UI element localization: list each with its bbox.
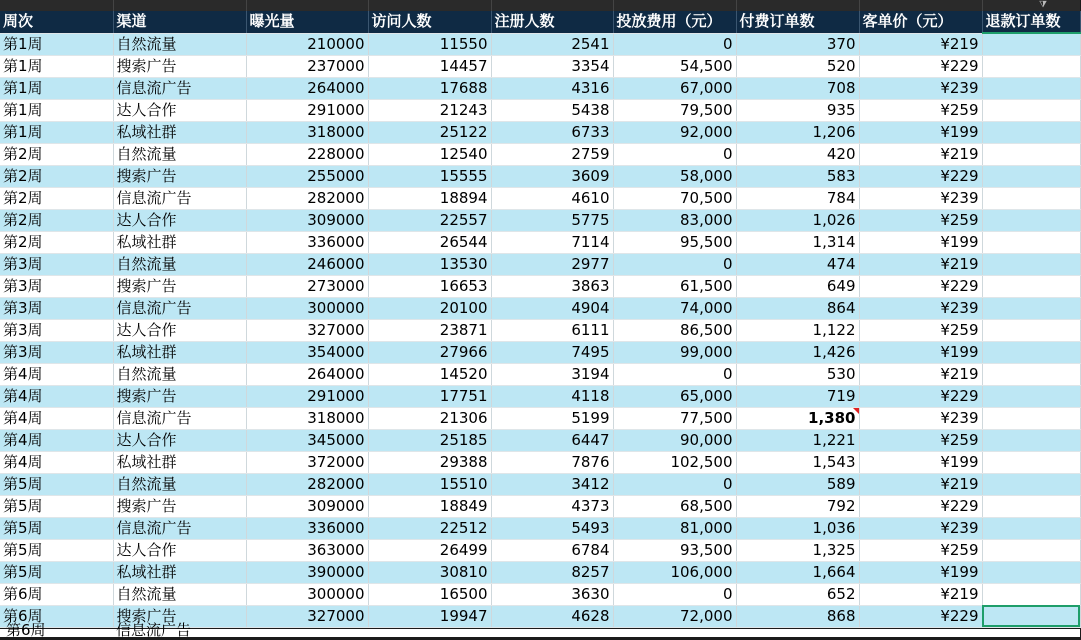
cell-impressions[interactable]: 363000: [246, 539, 368, 561]
cell-avg-order-value[interactable]: ¥229: [859, 55, 982, 77]
cell-impressions[interactable]: 237000: [246, 55, 368, 77]
cell-paid-orders[interactable]: 1,026: [736, 209, 859, 231]
cell-ad-spend[interactable]: 77,500: [613, 407, 736, 429]
cell-channel[interactable]: 私域社群: [113, 231, 246, 253]
cell-ad-spend[interactable]: 90,000: [613, 429, 736, 451]
cell-ad-spend[interactable]: 95,500: [613, 231, 736, 253]
cell-avg-order-value[interactable]: ¥259: [859, 99, 982, 121]
cell-channel[interactable]: 私域社群: [113, 451, 246, 473]
cell-avg-order-value[interactable]: ¥229: [859, 605, 982, 627]
cell-paid-orders[interactable]: 1,206: [736, 121, 859, 143]
cell-paid-orders[interactable]: 1,221: [736, 429, 859, 451]
cell-channel[interactable]: 达人合作: [113, 319, 246, 341]
cell-refund-orders[interactable]: [982, 209, 1080, 231]
table-row: [0, 539, 1080, 561]
cell-visitors[interactable]: 14457: [368, 55, 491, 77]
cell-visitors[interactable]: 26544: [368, 231, 491, 253]
cell-avg-order-value[interactable]: ¥239: [859, 187, 982, 209]
cell-signups[interactable]: 5493: [491, 517, 613, 539]
cell-avg-order-value[interactable]: ¥219: [859, 473, 982, 495]
cell-signups[interactable]: 3609: [491, 165, 613, 187]
cell-channel[interactable]: 达人合作: [113, 539, 246, 561]
cell-ad-spend[interactable]: 0: [613, 253, 736, 275]
cell-signups[interactable]: 2977: [491, 253, 613, 275]
cell-paid-orders[interactable]: 649: [736, 275, 859, 297]
cell-week[interactable]: 第5周: [0, 517, 113, 539]
table-row: [0, 55, 1080, 77]
cell-impressions[interactable]: 264000: [246, 77, 368, 99]
cell-refund-orders[interactable]: [982, 33, 1080, 55]
cell-paid-orders[interactable]: 1,380: [736, 407, 859, 429]
cell-week[interactable]: 第1周: [0, 77, 113, 99]
cell-ad-spend[interactable]: 0: [613, 583, 736, 605]
cell-visitors[interactable]: 20100: [368, 297, 491, 319]
cell-ad-spend[interactable]: 72,000: [613, 605, 736, 627]
table-row: [0, 165, 1080, 187]
cell-avg-order-value[interactable]: ¥199: [859, 561, 982, 583]
cell-refund-orders[interactable]: [982, 121, 1080, 143]
cell-visitors[interactable]: 16500: [368, 583, 491, 605]
cell-refund-orders[interactable]: [982, 451, 1080, 473]
cell-avg-order-value[interactable]: ¥259: [859, 539, 982, 561]
cell-signups[interactable]: 6447: [491, 429, 613, 451]
cell-avg-order-value[interactable]: ¥199: [859, 121, 982, 143]
cell-ad-spend[interactable]: 54,500: [613, 55, 736, 77]
cell-channel[interactable]: 搜索广告: [113, 385, 246, 407]
table-row: [0, 99, 1080, 121]
cell-refund-orders[interactable]: [982, 495, 1080, 517]
cell-paid-orders[interactable]: 719: [736, 385, 859, 407]
cell-signups[interactable]: 5775: [491, 209, 613, 231]
cell-ad-spend[interactable]: 67,000: [613, 77, 736, 99]
column-header-refund-orders[interactable]: 退款订单数: [982, 11, 1080, 33]
cell-ad-spend[interactable]: 58,000: [613, 165, 736, 187]
cell-ad-spend[interactable]: 102,500: [613, 451, 736, 473]
cell-refund-orders[interactable]: [982, 253, 1080, 275]
cell-week[interactable]: 第2周: [0, 209, 113, 231]
cell-impressions[interactable]: 318000: [246, 121, 368, 143]
cell-paid-orders[interactable]: 1,122: [736, 319, 859, 341]
cell-signups[interactable]: 4628: [491, 605, 613, 627]
table-row: [0, 363, 1080, 385]
cell-impressions[interactable]: 354000: [246, 341, 368, 363]
cell-paid-orders[interactable]: 868: [736, 605, 859, 627]
cell-ad-spend[interactable]: 0: [613, 143, 736, 165]
cell-paid-orders[interactable]: 864: [736, 297, 859, 319]
cell-ad-spend[interactable]: 68,500: [613, 495, 736, 517]
cell-impressions[interactable]: 327000: [246, 319, 368, 341]
cell-week[interactable]: 第2周: [0, 165, 113, 187]
cell-channel[interactable]: 信息流广告: [113, 77, 246, 99]
cell-paid-orders[interactable]: 1,036: [736, 517, 859, 539]
column-header-paid-orders[interactable]: 付费订单数: [736, 11, 859, 33]
cell-refund-orders[interactable]: [982, 407, 1080, 429]
cell-channel[interactable]: 信息流广告: [113, 517, 246, 539]
cell-visitors[interactable]: 22512: [368, 517, 491, 539]
cell-visitors[interactable]: 15555: [368, 165, 491, 187]
cell-ad-spend[interactable]: 0: [613, 33, 736, 55]
cell-refund-orders[interactable]: [982, 297, 1080, 319]
cell-impressions[interactable]: 327000: [246, 605, 368, 627]
cell-refund-orders[interactable]: [982, 561, 1080, 583]
cell-signups[interactable]: 2541: [491, 33, 613, 55]
cell-channel[interactable]: 达人合作: [113, 209, 246, 231]
cell-paid-orders[interactable]: 784: [736, 187, 859, 209]
table-row: [0, 429, 1080, 451]
cell-channel[interactable]: 搜索广告: [113, 55, 246, 77]
cell-signups[interactable]: 3354: [491, 55, 613, 77]
cell-impressions[interactable]: 300000: [246, 583, 368, 605]
table-row: [0, 561, 1080, 583]
cell-avg-order-value[interactable]: ¥229: [859, 275, 982, 297]
cell-paid-orders[interactable]: 1,325: [736, 539, 859, 561]
cell-avg-order-value[interactable]: ¥239: [859, 77, 982, 99]
column-header-avg-order-value[interactable]: 客单价（元）: [859, 11, 982, 33]
cell-impressions[interactable]: 390000: [246, 561, 368, 583]
cell-impressions[interactable]: 282000: [246, 187, 368, 209]
cell-avg-order-value[interactable]: ¥219: [859, 583, 982, 605]
table-row: [0, 451, 1080, 473]
cell-impressions[interactable]: 282000: [246, 473, 368, 495]
cell-paid-orders[interactable]: 708: [736, 77, 859, 99]
cell-impressions[interactable]: 318000: [246, 407, 368, 429]
cell-visitors[interactable]: 12540: [368, 143, 491, 165]
cell-week[interactable]: 第4周: [0, 385, 113, 407]
cell-week[interactable]: 第1周: [0, 99, 113, 121]
cell-week[interactable]: 第4周: [0, 363, 113, 385]
cell-impressions[interactable]: 336000: [246, 517, 368, 539]
cell-week[interactable]: 第6周: [0, 583, 113, 605]
column-header-channel[interactable]: 渠道: [113, 11, 246, 33]
cell-impressions[interactable]: 372000: [246, 451, 368, 473]
cell-visitors[interactable]: 14520: [368, 363, 491, 385]
partial-channel-cell[interactable]: 信息流广告: [116, 621, 192, 639]
cell-signups[interactable]: 3863: [491, 275, 613, 297]
cell-ad-spend[interactable]: 0: [613, 473, 736, 495]
cell-visitors[interactable]: 25122: [368, 121, 491, 143]
cell-visitors[interactable]: 25185: [368, 429, 491, 451]
cell-paid-orders[interactable]: 935: [736, 99, 859, 121]
cell-ad-spend[interactable]: 65,000: [613, 385, 736, 407]
cell-week[interactable]: 第3周: [0, 297, 113, 319]
cell-week[interactable]: 第4周: [0, 407, 113, 429]
cell-signups[interactable]: 4904: [491, 297, 613, 319]
cell-channel[interactable]: 自然流量: [113, 33, 246, 55]
cell-ad-spend[interactable]: 83,000: [613, 209, 736, 231]
table-row: [0, 209, 1080, 231]
table-row: [0, 407, 1080, 429]
cell-paid-orders[interactable]: 1,426: [736, 341, 859, 363]
cell-refund-orders[interactable]: [982, 165, 1080, 187]
cell-signups[interactable]: 6784: [491, 539, 613, 561]
cell-refund-orders[interactable]: [982, 319, 1080, 341]
cell-channel[interactable]: 自然流量: [113, 473, 246, 495]
table-row: [0, 473, 1080, 495]
cell-visitors[interactable]: 15510: [368, 473, 491, 495]
cell-ad-spend[interactable]: 81,000: [613, 517, 736, 539]
cell-ad-spend[interactable]: 0: [613, 363, 736, 385]
cell-impressions[interactable]: 309000: [246, 209, 368, 231]
cell-impressions[interactable]: 255000: [246, 165, 368, 187]
cell-refund-orders[interactable]: [982, 385, 1080, 407]
cell-ad-spend[interactable]: 106,000: [613, 561, 736, 583]
cell-avg-order-value[interactable]: ¥199: [859, 451, 982, 473]
cell-week[interactable]: 第4周: [0, 451, 113, 473]
cell-visitors[interactable]: 21306: [368, 407, 491, 429]
cell-channel[interactable]: 搜索广告: [113, 275, 246, 297]
cell-avg-order-value[interactable]: ¥239: [859, 517, 982, 539]
cell-channel[interactable]: 自然流量: [113, 583, 246, 605]
cell-refund-orders[interactable]: [982, 187, 1080, 209]
cell-avg-order-value[interactable]: ¥239: [859, 407, 982, 429]
column-header-impressions[interactable]: 曝光量: [246, 11, 368, 33]
cell-avg-order-value[interactable]: ¥239: [859, 297, 982, 319]
cell-refund-orders[interactable]: [982, 77, 1080, 99]
cell-ad-spend[interactable]: 99,000: [613, 341, 736, 363]
cell-paid-orders[interactable]: 1,543: [736, 451, 859, 473]
cell-avg-order-value[interactable]: ¥229: [859, 165, 982, 187]
table-row: [0, 495, 1080, 517]
cell-week[interactable]: 第2周: [0, 187, 113, 209]
cell-signups[interactable]: 3630: [491, 583, 613, 605]
cell-impressions[interactable]: 210000: [246, 33, 368, 55]
cell-signups[interactable]: 7495: [491, 341, 613, 363]
cell-week[interactable]: 第2周: [0, 231, 113, 253]
cell-paid-orders[interactable]: 792: [736, 495, 859, 517]
cell-avg-order-value[interactable]: ¥199: [859, 341, 982, 363]
cell-refund-orders[interactable]: [982, 539, 1080, 561]
table-row: [0, 187, 1080, 209]
table-row: [0, 143, 1080, 165]
cell-paid-orders[interactable]: 474: [736, 253, 859, 275]
cell-signups[interactable]: 5199: [491, 407, 613, 429]
cell-refund-orders[interactable]: [982, 429, 1080, 451]
cell-visitors[interactable]: 21243: [368, 99, 491, 121]
cell-week[interactable]: 第1周: [0, 55, 113, 77]
cell-visitors[interactable]: 18849: [368, 495, 491, 517]
table-row: [0, 253, 1080, 275]
table-row: [0, 77, 1080, 99]
cell-week[interactable]: 第1周: [0, 33, 113, 55]
cell-visitors[interactable]: 23871: [368, 319, 491, 341]
cell-channel[interactable]: 私域社群: [113, 561, 246, 583]
cell-channel[interactable]: 达人合作: [113, 99, 246, 121]
cell-avg-order-value[interactable]: ¥259: [859, 209, 982, 231]
cell-impressions[interactable]: 300000: [246, 297, 368, 319]
cell-avg-order-value[interactable]: ¥219: [859, 363, 982, 385]
cell-paid-orders[interactable]: 520: [736, 55, 859, 77]
cell-refund-orders[interactable]: [982, 143, 1080, 165]
cell-avg-order-value[interactable]: ¥199: [859, 231, 982, 253]
cell-signups[interactable]: 4610: [491, 187, 613, 209]
cell-refund-orders[interactable]: [982, 231, 1080, 253]
cell-signups[interactable]: 6111: [491, 319, 613, 341]
cell-paid-orders[interactable]: 1,664: [736, 561, 859, 583]
cell-week[interactable]: 第5周: [0, 539, 113, 561]
table-row: [0, 231, 1080, 253]
cell-week[interactable]: 第3周: [0, 319, 113, 341]
cell-paid-orders[interactable]: 583: [736, 165, 859, 187]
cell-channel[interactable]: 自然流量: [113, 363, 246, 385]
header-row: [0, 11, 1080, 33]
cell-channel[interactable]: 达人合作: [113, 429, 246, 451]
cell-week[interactable]: 第5周: [0, 473, 113, 495]
cell-week[interactable]: 第4周: [0, 429, 113, 451]
cell-week[interactable]: 第3周: [0, 253, 113, 275]
partial-week-cell[interactable]: 第6周: [6, 621, 46, 639]
cell-ad-spend[interactable]: 61,500: [613, 275, 736, 297]
cell-avg-order-value[interactable]: ¥229: [859, 385, 982, 407]
column-header-signups[interactable]: 注册人数: [491, 11, 613, 33]
cell-channel[interactable]: 信息流广告: [113, 407, 246, 429]
table-row: [0, 517, 1080, 539]
cell-impressions[interactable]: 246000: [246, 253, 368, 275]
cell-week[interactable]: 第2周: [0, 143, 113, 165]
cell-visitors[interactable]: 27966: [368, 341, 491, 363]
cell-week[interactable]: 第5周: [0, 561, 113, 583]
cell-paid-orders[interactable]: 589: [736, 473, 859, 495]
column-header-week[interactable]: 周次: [0, 11, 113, 33]
cell-impressions[interactable]: 336000: [246, 231, 368, 253]
cell-channel[interactable]: 信息流广告: [113, 187, 246, 209]
table-body: [0, 33, 1080, 627]
cell-channel[interactable]: 自然流量: [113, 143, 246, 165]
cell-signups[interactable]: 4118: [491, 385, 613, 407]
partial-next-row: [0, 621, 1080, 639]
cell-avg-order-value[interactable]: ¥259: [859, 319, 982, 341]
cell-impressions[interactable]: 345000: [246, 429, 368, 451]
cell-refund-orders[interactable]: [982, 517, 1080, 539]
cell-impressions[interactable]: 291000: [246, 385, 368, 407]
cell-signups[interactable]: 7876: [491, 451, 613, 473]
cell-impressions[interactable]: 273000: [246, 275, 368, 297]
cell-channel[interactable]: 自然流量: [113, 253, 246, 275]
cell-visitors[interactable]: 18894: [368, 187, 491, 209]
cell-week[interactable]: 第3周: [0, 341, 113, 363]
cell-signups[interactable]: 2759: [491, 143, 613, 165]
cell-ad-spend[interactable]: 92,000: [613, 121, 736, 143]
cell-refund-orders[interactable]: [982, 363, 1080, 385]
table-row: [0, 297, 1080, 319]
cell-channel[interactable]: 搜索广告: [113, 605, 246, 627]
table-row: [0, 275, 1080, 297]
cell-refund-orders[interactable]: [982, 583, 1080, 605]
cell-visitors[interactable]: 29388: [368, 451, 491, 473]
cell-avg-order-value[interactable]: ¥219: [859, 253, 982, 275]
cell-refund-orders[interactable]: [982, 605, 1080, 627]
cell-refund-orders[interactable]: [982, 55, 1080, 77]
cell-avg-order-value[interactable]: ¥219: [859, 143, 982, 165]
cell-refund-orders[interactable]: [982, 341, 1080, 363]
cell-impressions[interactable]: 309000: [246, 495, 368, 517]
cell-signups[interactable]: 8257: [491, 561, 613, 583]
cell-channel[interactable]: 搜索广告: [113, 165, 246, 187]
cell-signups[interactable]: 4316: [491, 77, 613, 99]
cell-channel[interactable]: 搜索广告: [113, 495, 246, 517]
cell-week[interactable]: 第3周: [0, 275, 113, 297]
cell-signups[interactable]: 7114: [491, 231, 613, 253]
cell-visitors[interactable]: 13530: [368, 253, 491, 275]
cell-refund-orders[interactable]: [982, 473, 1080, 495]
cell-signups[interactable]: 4373: [491, 495, 613, 517]
cell-ad-spend[interactable]: 74,000: [613, 297, 736, 319]
cell-paid-orders[interactable]: 652: [736, 583, 859, 605]
cell-refund-orders[interactable]: [982, 99, 1080, 121]
cell-visitors[interactable]: 16653: [368, 275, 491, 297]
cell-paid-orders[interactable]: 1,314: [736, 231, 859, 253]
cell-ad-spend[interactable]: 79,500: [613, 99, 736, 121]
cell-week[interactable]: 第6周: [0, 605, 113, 627]
table-row: [0, 319, 1080, 341]
table-row: [0, 583, 1080, 605]
cell-visitors[interactable]: 11550: [368, 33, 491, 55]
column-letter-strip: [0, 0, 1080, 11]
table-row: [0, 121, 1080, 143]
cell-week[interactable]: 第1周: [0, 121, 113, 143]
cell-signups[interactable]: 3194: [491, 363, 613, 385]
cell-channel[interactable]: 私域社群: [113, 341, 246, 363]
cell-avg-order-value[interactable]: ¥229: [859, 495, 982, 517]
cell-visitors[interactable]: 22557: [368, 209, 491, 231]
table-row: [0, 341, 1080, 363]
filter-icon[interactable]: ⧩: [1038, 0, 1048, 10]
cell-signups[interactable]: 5438: [491, 99, 613, 121]
cell-channel[interactable]: 私域社群: [113, 121, 246, 143]
cell-paid-orders[interactable]: 420: [736, 143, 859, 165]
cell-ad-spend[interactable]: 93,500: [613, 539, 736, 561]
cell-impressions[interactable]: 228000: [246, 143, 368, 165]
cell-paid-orders[interactable]: 530: [736, 363, 859, 385]
cell-refund-orders[interactable]: [982, 275, 1080, 297]
column-header-ad-spend[interactable]: 投放费用（元）: [613, 11, 736, 33]
cell-ad-spend[interactable]: 70,500: [613, 187, 736, 209]
cell-signups[interactable]: 3412: [491, 473, 613, 495]
cell-visitors[interactable]: 17688: [368, 77, 491, 99]
cell-visitors[interactable]: 17751: [368, 385, 491, 407]
cell-impressions[interactable]: 264000: [246, 363, 368, 385]
cell-channel[interactable]: 信息流广告: [113, 297, 246, 319]
cell-visitors[interactable]: 26499: [368, 539, 491, 561]
cell-week[interactable]: 第5周: [0, 495, 113, 517]
cell-visitors[interactable]: 30810: [368, 561, 491, 583]
cell-ad-spend[interactable]: 86,500: [613, 319, 736, 341]
table-row: [0, 33, 1080, 55]
column-header-visitors[interactable]: 访问人数: [368, 11, 491, 33]
cell-avg-order-value[interactable]: ¥219: [859, 33, 982, 55]
table-row: [0, 385, 1080, 407]
cell-avg-order-value[interactable]: ¥259: [859, 429, 982, 451]
spreadsheet-grid: [0, 11, 1081, 628]
cell-signups[interactable]: 6733: [491, 121, 613, 143]
cell-paid-orders[interactable]: 370: [736, 33, 859, 55]
cell-visitors[interactable]: 19947: [368, 605, 491, 627]
cell-impressions[interactable]: 291000: [246, 99, 368, 121]
